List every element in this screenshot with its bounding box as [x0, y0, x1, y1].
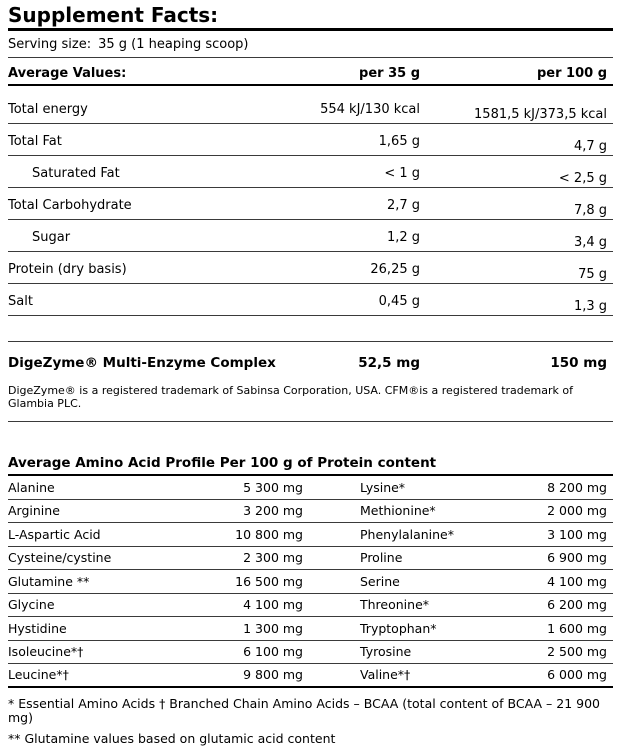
- average-values-table: [8, 66, 613, 422]
- amino-acid-row: [8, 476, 613, 500]
- nutrient-per-100g-value: 75 g: [578, 267, 607, 282]
- amino-acid-name-left: Alanine: [8, 479, 55, 495]
- table-row: [8, 156, 613, 188]
- amino-acid-value-right: 3 100 mg: [547, 526, 607, 542]
- nutrient-name: Total energy: [8, 102, 88, 117]
- serving-size-row: [8, 37, 613, 58]
- nutrient-per-100g-value: 1581,5 kJ/373,5 kcal: [474, 107, 607, 122]
- amino-acid-value-right: 6 900 mg: [547, 550, 607, 565]
- amino-acid-value-right: 1 600 mg: [547, 620, 607, 636]
- amino-acid-name-right: Lysine*: [360, 479, 406, 495]
- enzyme-complex-name: DigeZyme® Multi-Enzyme Complex: [8, 355, 276, 371]
- amino-acid-row: [8, 617, 613, 641]
- amino-acid-name-right: Tryptophan*: [360, 620, 437, 636]
- nutrient-per-35g-value: 0,45 g: [378, 294, 420, 309]
- nutrient-name: Protein (dry basis): [8, 262, 127, 277]
- amino-acid-row: [8, 664, 613, 688]
- amino-acid-value-left: 10 800 mg: [235, 526, 303, 542]
- column-header-per-100g: per 100 g: [536, 66, 607, 81]
- amino-acid-name-right: Valine*†: [360, 666, 411, 682]
- nutrient-per-35g-value: 26,25 g: [370, 262, 420, 277]
- table-row: [8, 284, 613, 316]
- amino-acid-name-left: Cysteine/cystine: [8, 550, 112, 565]
- nutrient-per-100g-value: 4,7 g: [573, 139, 607, 154]
- amino-acid-row: [8, 547, 613, 571]
- nutrient-rows: [8, 86, 613, 316]
- table-header-row: [8, 66, 613, 86]
- amino-acid-name-right: Methionine*: [360, 503, 436, 518]
- nutrient-name: Sugar: [32, 230, 71, 245]
- enzyme-complex-row: [8, 342, 613, 371]
- column-header-average-values: Average Values:: [8, 66, 127, 81]
- amino-acid-name-left: Hystidine: [8, 620, 67, 636]
- amino-acid-value-left: 16 500 mg: [235, 573, 303, 589]
- amino-acid-name-right: Threonine*: [360, 597, 430, 612]
- amino-acid-value-left: 4 100 mg: [243, 597, 303, 612]
- nutrient-name: Total Fat: [8, 134, 62, 149]
- nutrient-name: Total Carbohydrate: [8, 198, 132, 213]
- amino-acid-name-left: Isoleucine*†: [8, 644, 84, 659]
- amino-acid-profile-heading: Average Amino Acid Profile Per 100 g of Protein content: [8, 455, 613, 476]
- nutrient-per-35g-value: 1,65 g: [378, 134, 420, 149]
- nutrient-per-100g-value: 7,8 g: [573, 203, 607, 218]
- amino-acid-name-left: Leucine*†: [8, 666, 69, 682]
- amino-acid-value-left: 2 300 mg: [243, 550, 303, 565]
- page-title: Supplement Facts:: [8, 4, 613, 31]
- amino-acid-row: [8, 641, 613, 665]
- nutrient-per-35g-value: 1,2 g: [386, 230, 420, 245]
- serving-size-value: 35 g (1 heaping scoop): [98, 37, 249, 52]
- amino-acid-value-left: 3 200 mg: [243, 503, 303, 518]
- nutrient-name: Salt: [8, 294, 33, 309]
- table-row: [8, 252, 613, 284]
- amino-acid-row: [8, 500, 613, 524]
- table-row: [8, 124, 613, 156]
- amino-acid-value-left: 9 800 mg: [243, 666, 303, 682]
- amino-acid-value-right: 4 100 mg: [547, 573, 607, 589]
- amino-acid-value-right: 2 000 mg: [547, 503, 607, 518]
- amino-acid-name-right: Phenylalanine*: [360, 526, 454, 542]
- amino-acid-value-right: 2 500 mg: [547, 644, 607, 659]
- nutrient-per-100g-value: < 2,5 g: [558, 171, 607, 186]
- table-row: [8, 86, 613, 124]
- nutrient-per-35g-value: 554 kJ/130 kcal: [320, 102, 420, 117]
- serving-size-label: Serving size:: [8, 37, 92, 52]
- amino-acid-row: [8, 570, 613, 594]
- amino-acid-value-right: 6 200 mg: [547, 597, 607, 612]
- essential-amino-acids-footnote: * Essential Amino Acids † Branched Chain Amino Acids – BCAA (total content of BCAA – 21 900 mg): [8, 695, 600, 725]
- amino-acid-name-left: Glycine: [8, 597, 55, 612]
- amino-acid-rows: [8, 476, 613, 688]
- table-row: [8, 188, 613, 220]
- enzyme-per-100g-value: 150 mg: [550, 355, 607, 371]
- enzyme-per-35g-value: 52,5 mg: [358, 355, 420, 371]
- table-spacer: [8, 316, 613, 342]
- amino-acid-name-right: Serine: [360, 573, 400, 589]
- nutrient-per-35g-value: 2,7 g: [386, 198, 420, 213]
- amino-acid-value-right: 8 200 mg: [547, 479, 607, 495]
- column-header-per-35g: per 35 g: [359, 66, 420, 81]
- amino-acid-value-right: 6 000 mg: [547, 666, 607, 682]
- amino-acid-row: [8, 523, 613, 547]
- amino-acid-row: [8, 594, 613, 618]
- amino-acid-value-left: 1 300 mg: [243, 620, 303, 636]
- amino-acid-name-left: L-Aspartic Acid: [8, 526, 101, 542]
- amino-acid-name-left: Glutamine **: [8, 573, 90, 589]
- trademark-footnote: DigeZyme® is a registered trademark of Sabinsa Corporation, USA. CFM®is a registered trademark of Glambia PLC.: [8, 384, 613, 422]
- amino-acid-name-left: Arginine: [8, 503, 60, 518]
- nutrient-per-35g-value: < 1 g: [384, 166, 420, 181]
- amino-acid-name-right: Proline: [360, 550, 403, 565]
- amino-acid-value-left: 5 300 mg: [243, 479, 303, 495]
- nutrient-per-100g-value: 1,3 g: [573, 299, 607, 314]
- amino-acid-value-left: 6 100 mg: [243, 644, 303, 659]
- amino-acid-name-right: Tyrosine: [360, 644, 412, 659]
- nutrient-per-100g-value: 3,4 g: [573, 235, 607, 250]
- nutrient-name: Saturated Fat: [32, 166, 120, 181]
- glutamine-footnote: ** Glutamine values based on glutamic acid content: [8, 730, 336, 746]
- table-row: [8, 220, 613, 252]
